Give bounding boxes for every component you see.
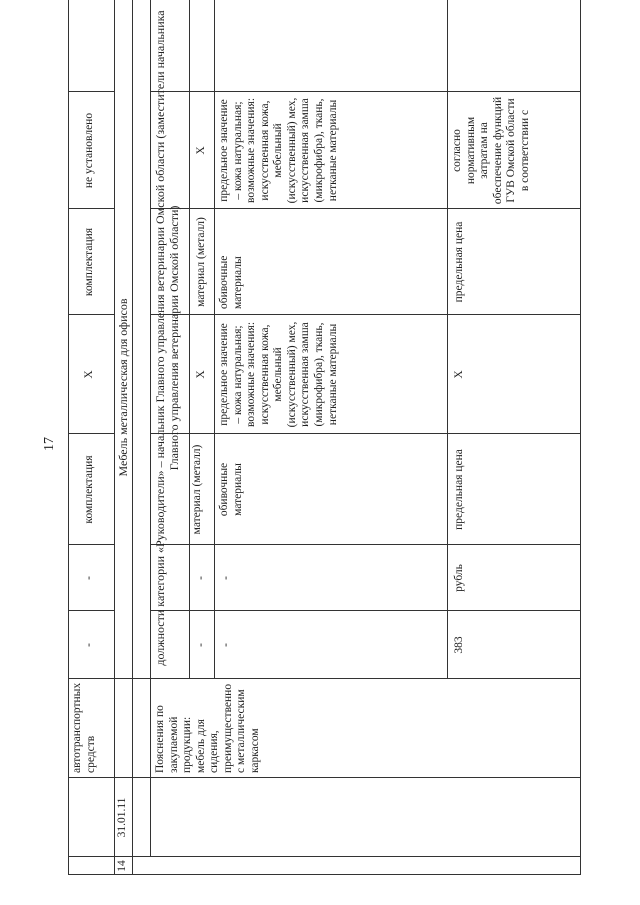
material-col2-cell: - <box>195 576 207 580</box>
material-col6-cell: X <box>195 146 207 155</box>
price-col6-cell: согласно нормативным затратам на обеспечение функций ГУВ Омской области в соответствии с <box>451 96 531 205</box>
upholstery-col2-cell: - <box>220 576 232 580</box>
okpd-code-cell: 31.01.11 <box>116 797 128 838</box>
row13-col1-cell: - <box>83 643 95 647</box>
upholstery-col4-cell: предельное значение – кожа натуральная; возможные значения: искусственная кожа, мебельный (искусственный) мех, искусственная замша (микрофибра), ткань, нетканые материалы <box>218 321 339 428</box>
price-col4-cell: X <box>453 370 465 379</box>
vehicles-name-cell: автотранспортных средств <box>71 682 97 773</box>
material-col4-cell: X <box>195 370 207 379</box>
upholstery-col3-cell: обивочные материалы <box>218 462 244 517</box>
group-title: Мебель металлическая для офисов <box>116 298 130 477</box>
price-code-cell: 383 <box>453 636 465 654</box>
price-unit-cell: рубль <box>453 564 465 592</box>
row13-col4-cell: X <box>83 370 95 379</box>
upholstery-col5-cell: обивочные материалы <box>218 255 244 309</box>
material-col3-cell: материал (металл) <box>191 444 203 535</box>
price-col3-cell: предельная цена <box>453 449 465 530</box>
row13-col5-cell: комплектация <box>83 227 95 297</box>
price-col5-cell: предельная цена <box>453 221 465 303</box>
position-category-cell: должности категории «Руководители» – начальник Главного управления ветеринарии Омской области (заместители начальника Главного управления ветеринарии Омской области) <box>153 10 182 666</box>
requirements-table <box>68 0 580 875</box>
product-explanation-cell: Пояснения по закупаемой продукции: мебель для сидения, преимущественно с металлическим каркасом <box>154 683 261 773</box>
row-number-cell: 14 <box>116 860 128 872</box>
upholstery-col1-cell: - <box>220 643 232 647</box>
row13-col3-cell: комплектация <box>83 455 95 524</box>
upholstery-col6-cell: предельное значение – кожа натуральная; возможные значения: искусственная кожа, мебельный (искусственный) мех, искусственная замша (микрофибра), ткань, нетканые материалы <box>218 97 339 204</box>
row13-col6-cell: не установлено <box>83 112 95 189</box>
material-col1-cell: - <box>195 643 207 647</box>
page-number: 17 <box>42 437 57 451</box>
material-col5-cell: материал (металл) <box>195 217 207 307</box>
row13-col2-cell: - <box>83 576 95 580</box>
